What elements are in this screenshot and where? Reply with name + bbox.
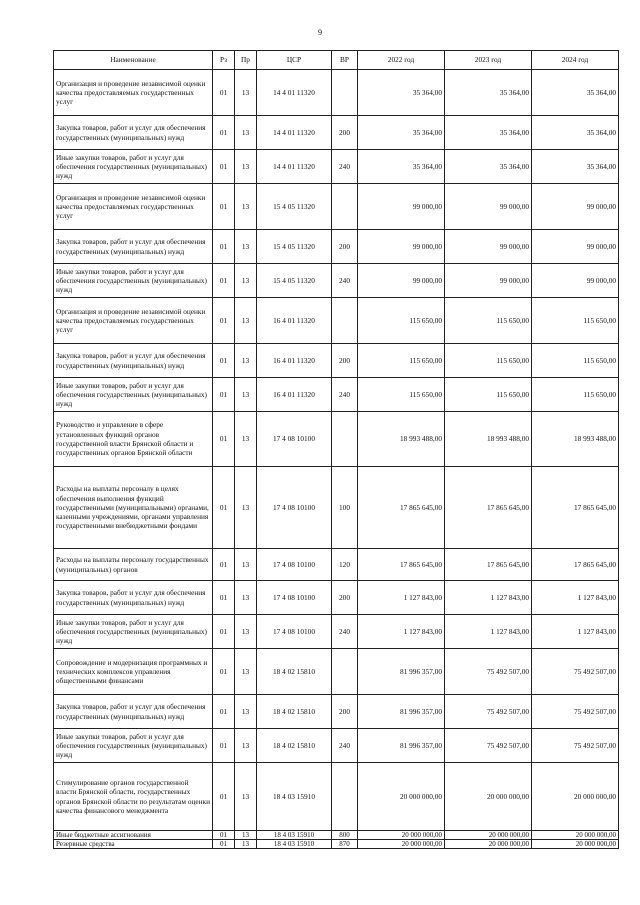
cell-pr: 13 (235, 230, 257, 264)
cell-name: Иные закупки товаров, работ и услуг для обеспечения государственных (муниципальных) нужд (54, 615, 213, 649)
cell-rz: 01 (213, 184, 235, 230)
header-2023: 2023 год (445, 51, 532, 70)
cell-csr: 14 4 01 11320 (257, 70, 332, 116)
table-row (54, 378, 619, 412)
cell-pr: 13 (235, 378, 257, 412)
cell-pr: 13 (235, 150, 257, 184)
cell-csr: 16 4 01 11320 (257, 378, 332, 412)
cell-2024: 115 650,00 (532, 378, 619, 412)
cell-2024: 99 000,00 (532, 230, 619, 264)
cell-csr: 17 4 08 10100 (257, 412, 332, 467)
cell-2022: 1 127 843,00 (358, 581, 445, 615)
cell-2022: 35 364,00 (358, 70, 445, 116)
cell-csr: 17 4 08 10100 (257, 581, 332, 615)
cell-2023: 1 127 843,00 (445, 581, 532, 615)
cell-pr: 13 (235, 695, 257, 729)
cell-2024: 35 364,00 (532, 150, 619, 184)
cell-2022: 115 650,00 (358, 298, 445, 344)
cell-vr: 100 (332, 467, 358, 549)
table-row (54, 230, 619, 264)
cell-2024: 17 865 645,00 (532, 549, 619, 581)
cell-2023: 75 492 507,00 (445, 729, 532, 763)
table-row (54, 184, 619, 230)
cell-2024: 115 650,00 (532, 298, 619, 344)
cell-2022: 18 993 488,00 (358, 412, 445, 467)
cell-vr: 120 (332, 549, 358, 581)
cell-rz: 01 (213, 615, 235, 649)
cell-rz: 01 (213, 649, 235, 695)
cell-vr: 200 (332, 116, 358, 150)
cell-2024: 1 127 843,00 (532, 615, 619, 649)
cell-name: Закупка товаров, работ и услуг для обеспечения государственных (муниципальных) нужд (54, 695, 213, 729)
cell-2023: 17 865 645,00 (445, 549, 532, 581)
cell-2022: 17 865 645,00 (358, 549, 445, 581)
cell-2023: 75 492 507,00 (445, 649, 532, 695)
cell-2024: 99 000,00 (532, 264, 619, 298)
cell-name: Организация и проведение независимой оценки качества предоставляемых государственных услуг (54, 70, 213, 116)
cell-2023: 17 865 645,00 (445, 467, 532, 549)
cell-2024: 20 000 000,00 (532, 763, 619, 831)
cell-csr: 16 4 01 11320 (257, 298, 332, 344)
cell-csr: 18 4 02 15810 (257, 729, 332, 763)
cell-2024: 35 364,00 (532, 116, 619, 150)
table-row (54, 549, 619, 581)
table-row (54, 729, 619, 763)
cell-pr: 13 (235, 264, 257, 298)
cell-rz: 01 (213, 729, 235, 763)
cell-rz: 01 (213, 549, 235, 581)
cell-pr: 13 (235, 729, 257, 763)
cell-rz: 01 (213, 378, 235, 412)
cell-2023: 75 492 507,00 (445, 695, 532, 729)
cell-name: Сопровождение и модернизация программных и технических комплексов управления общественными финансами (54, 649, 213, 695)
cell-2022: 81 996 357,00 (358, 729, 445, 763)
cell-rz: 01 (213, 70, 235, 116)
header-name: Наименование (54, 51, 213, 70)
cell-2024: 99 000,00 (532, 184, 619, 230)
cell-name: Закупка товаров, работ и услуг для обеспечения государственных (муниципальных) нужд (54, 344, 213, 378)
page-number: 9 (318, 28, 322, 37)
table-row (54, 264, 619, 298)
cell-rz: 01 (213, 230, 235, 264)
cell-2023: 35 364,00 (445, 150, 532, 184)
cell-rz: 01 (213, 831, 235, 840)
cell-pr: 13 (235, 184, 257, 230)
cell-pr: 13 (235, 70, 257, 116)
cell-pr: 13 (235, 840, 257, 849)
cell-csr: 17 4 08 10100 (257, 549, 332, 581)
table-row (54, 649, 619, 695)
table-row (54, 412, 619, 467)
header-rz: Рз (213, 51, 235, 70)
cell-name: Организация и проведение независимой оценки качества предоставляемых государственных услуг (54, 184, 213, 230)
cell-pr: 13 (235, 116, 257, 150)
cell-name: Иные закупки товаров, работ и услуг для обеспечения государственных (муниципальных) нужд (54, 378, 213, 412)
cell-rz: 01 (213, 264, 235, 298)
table-body (54, 70, 619, 849)
cell-vr: 800 (332, 831, 358, 840)
cell-csr: 15 4 05 11320 (257, 264, 332, 298)
cell-2023: 115 650,00 (445, 298, 532, 344)
cell-vr (332, 184, 358, 230)
cell-2022: 115 650,00 (358, 344, 445, 378)
cell-2022: 99 000,00 (358, 230, 445, 264)
cell-rz: 01 (213, 150, 235, 184)
cell-pr: 13 (235, 344, 257, 378)
cell-pr: 13 (235, 412, 257, 467)
cell-csr: 15 4 05 11320 (257, 230, 332, 264)
cell-csr: 16 4 01 11320 (257, 344, 332, 378)
cell-2024: 115 650,00 (532, 344, 619, 378)
cell-vr: 240 (332, 378, 358, 412)
cell-2022: 99 000,00 (358, 264, 445, 298)
cell-vr: 200 (332, 695, 358, 729)
cell-rz: 01 (213, 298, 235, 344)
table-row (54, 344, 619, 378)
cell-2022: 35 364,00 (358, 150, 445, 184)
cell-vr: 870 (332, 840, 358, 849)
cell-name: Расходы на выплаты персоналу государственных (муниципальных) органов (54, 549, 213, 581)
cell-2023: 35 364,00 (445, 116, 532, 150)
cell-name: Закупка товаров, работ и услуг для обеспечения государственных (муниципальных) нужд (54, 116, 213, 150)
cell-rz: 01 (213, 840, 235, 849)
cell-rz: 01 (213, 467, 235, 549)
cell-2023: 20 000 000,00 (445, 763, 532, 831)
header-csr: ЦСР (257, 51, 332, 70)
cell-pr: 13 (235, 581, 257, 615)
cell-2022: 81 996 357,00 (358, 695, 445, 729)
cell-pr: 13 (235, 615, 257, 649)
cell-2023: 35 364,00 (445, 70, 532, 116)
cell-vr: 240 (332, 150, 358, 184)
header-vr: ВР (332, 51, 358, 70)
cell-name: Иные закупки товаров, работ и услуг для обеспечения государственных (муниципальных) нужд (54, 150, 213, 184)
cell-pr: 13 (235, 549, 257, 581)
table-row (54, 467, 619, 549)
cell-vr (332, 763, 358, 831)
cell-rz: 01 (213, 344, 235, 378)
cell-2024: 20 000 000,00 (532, 831, 619, 840)
table-row (54, 763, 619, 831)
cell-2023: 20 000 000,00 (445, 840, 532, 849)
cell-vr (332, 298, 358, 344)
cell-2023: 115 650,00 (445, 344, 532, 378)
cell-2024: 35 364,00 (532, 70, 619, 116)
cell-name: Иные закупки товаров, работ и услуг для обеспечения государственных (муниципальных) нужд (54, 729, 213, 763)
cell-pr: 13 (235, 649, 257, 695)
cell-vr: 200 (332, 230, 358, 264)
cell-rz: 01 (213, 412, 235, 467)
cell-csr: 17 4 08 10100 (257, 467, 332, 549)
cell-name: Иные закупки товаров, работ и услуг для обеспечения государственных (муниципальных) нужд (54, 264, 213, 298)
cell-rz: 01 (213, 116, 235, 150)
cell-vr: 240 (332, 615, 358, 649)
cell-2022: 20 000 000,00 (358, 840, 445, 849)
cell-vr: 240 (332, 729, 358, 763)
budget-table (53, 50, 619, 849)
cell-csr: 14 4 01 11320 (257, 116, 332, 150)
cell-2022: 1 127 843,00 (358, 615, 445, 649)
cell-2023: 1 127 843,00 (445, 615, 532, 649)
cell-2023: 20 000 000,00 (445, 831, 532, 840)
table-row (54, 116, 619, 150)
cell-2024: 18 993 488,00 (532, 412, 619, 467)
cell-csr: 18 4 03 15910 (257, 763, 332, 831)
cell-2023: 99 000,00 (445, 184, 532, 230)
cell-pr: 13 (235, 298, 257, 344)
cell-name: Закупка товаров, работ и услуг для обеспечения государственных (муниципальных) нужд (54, 230, 213, 264)
cell-2023: 18 993 488,00 (445, 412, 532, 467)
cell-csr: 14 4 01 11320 (257, 150, 332, 184)
cell-rz: 01 (213, 763, 235, 831)
table-row (54, 831, 619, 840)
cell-vr: 240 (332, 264, 358, 298)
cell-2024: 75 492 507,00 (532, 729, 619, 763)
cell-2022: 20 000 000,00 (358, 831, 445, 840)
cell-vr: 200 (332, 581, 358, 615)
cell-2023: 99 000,00 (445, 230, 532, 264)
cell-csr: 18 4 02 15810 (257, 649, 332, 695)
table-row (54, 581, 619, 615)
cell-pr: 13 (235, 467, 257, 549)
cell-name: Иные бюджетные ассигнования (54, 831, 213, 840)
table-header-row (54, 51, 619, 70)
cell-2024: 17 865 645,00 (532, 467, 619, 549)
cell-2023: 115 650,00 (445, 378, 532, 412)
cell-csr: 18 4 03 15910 (257, 831, 332, 840)
cell-csr: 17 4 08 10100 (257, 615, 332, 649)
cell-2024: 20 000 000,00 (532, 840, 619, 849)
cell-csr: 15 4 05 11320 (257, 184, 332, 230)
cell-2022: 115 650,00 (358, 378, 445, 412)
cell-name: Руководство и управление в сфере установленных функций органов государственной власти Брянской области и государственных органов Брянской области (54, 412, 213, 467)
cell-vr: 200 (332, 344, 358, 378)
cell-name: Резервные средства (54, 840, 213, 849)
cell-pr: 13 (235, 763, 257, 831)
header-2024: 2024 год (532, 51, 619, 70)
cell-vr (332, 412, 358, 467)
cell-2024: 75 492 507,00 (532, 695, 619, 729)
cell-name: Закупка товаров, работ и услуг для обеспечения государственных (муниципальных) нужд (54, 581, 213, 615)
cell-name: Расходы на выплаты персоналу в целях обеспечения выполнения функций государственными (муниципальными) органами, казенными учреждениями, органами управления государственными внебюджетными фондами (54, 467, 213, 549)
cell-csr: 18 4 02 15810 (257, 695, 332, 729)
table-row (54, 840, 619, 849)
cell-2022: 99 000,00 (358, 184, 445, 230)
header-2022: 2022 год (358, 51, 445, 70)
table-row (54, 615, 619, 649)
table-row (54, 70, 619, 116)
cell-2023: 99 000,00 (445, 264, 532, 298)
cell-pr: 13 (235, 831, 257, 840)
cell-2022: 17 865 645,00 (358, 467, 445, 549)
table-row (54, 150, 619, 184)
cell-name: Организация и проведение независимой оценки качества предоставляемых государственных услуг (54, 298, 213, 344)
cell-rz: 01 (213, 581, 235, 615)
table-row (54, 695, 619, 729)
header-pr: Пр (235, 51, 257, 70)
cell-2022: 81 996 357,00 (358, 649, 445, 695)
cell-vr (332, 649, 358, 695)
cell-csr: 18 4 03 15910 (257, 840, 332, 849)
cell-2024: 1 127 843,00 (532, 581, 619, 615)
cell-2022: 20 000 000,00 (358, 763, 445, 831)
cell-name: Стимулирование органов государственной власти Брянской области, государственных органов Брянской области по результатам оценки качества финансового менеджмента (54, 763, 213, 831)
cell-rz: 01 (213, 695, 235, 729)
cell-vr (332, 70, 358, 116)
table-row (54, 298, 619, 344)
cell-2024: 75 492 507,00 (532, 649, 619, 695)
cell-2022: 35 364,00 (358, 116, 445, 150)
